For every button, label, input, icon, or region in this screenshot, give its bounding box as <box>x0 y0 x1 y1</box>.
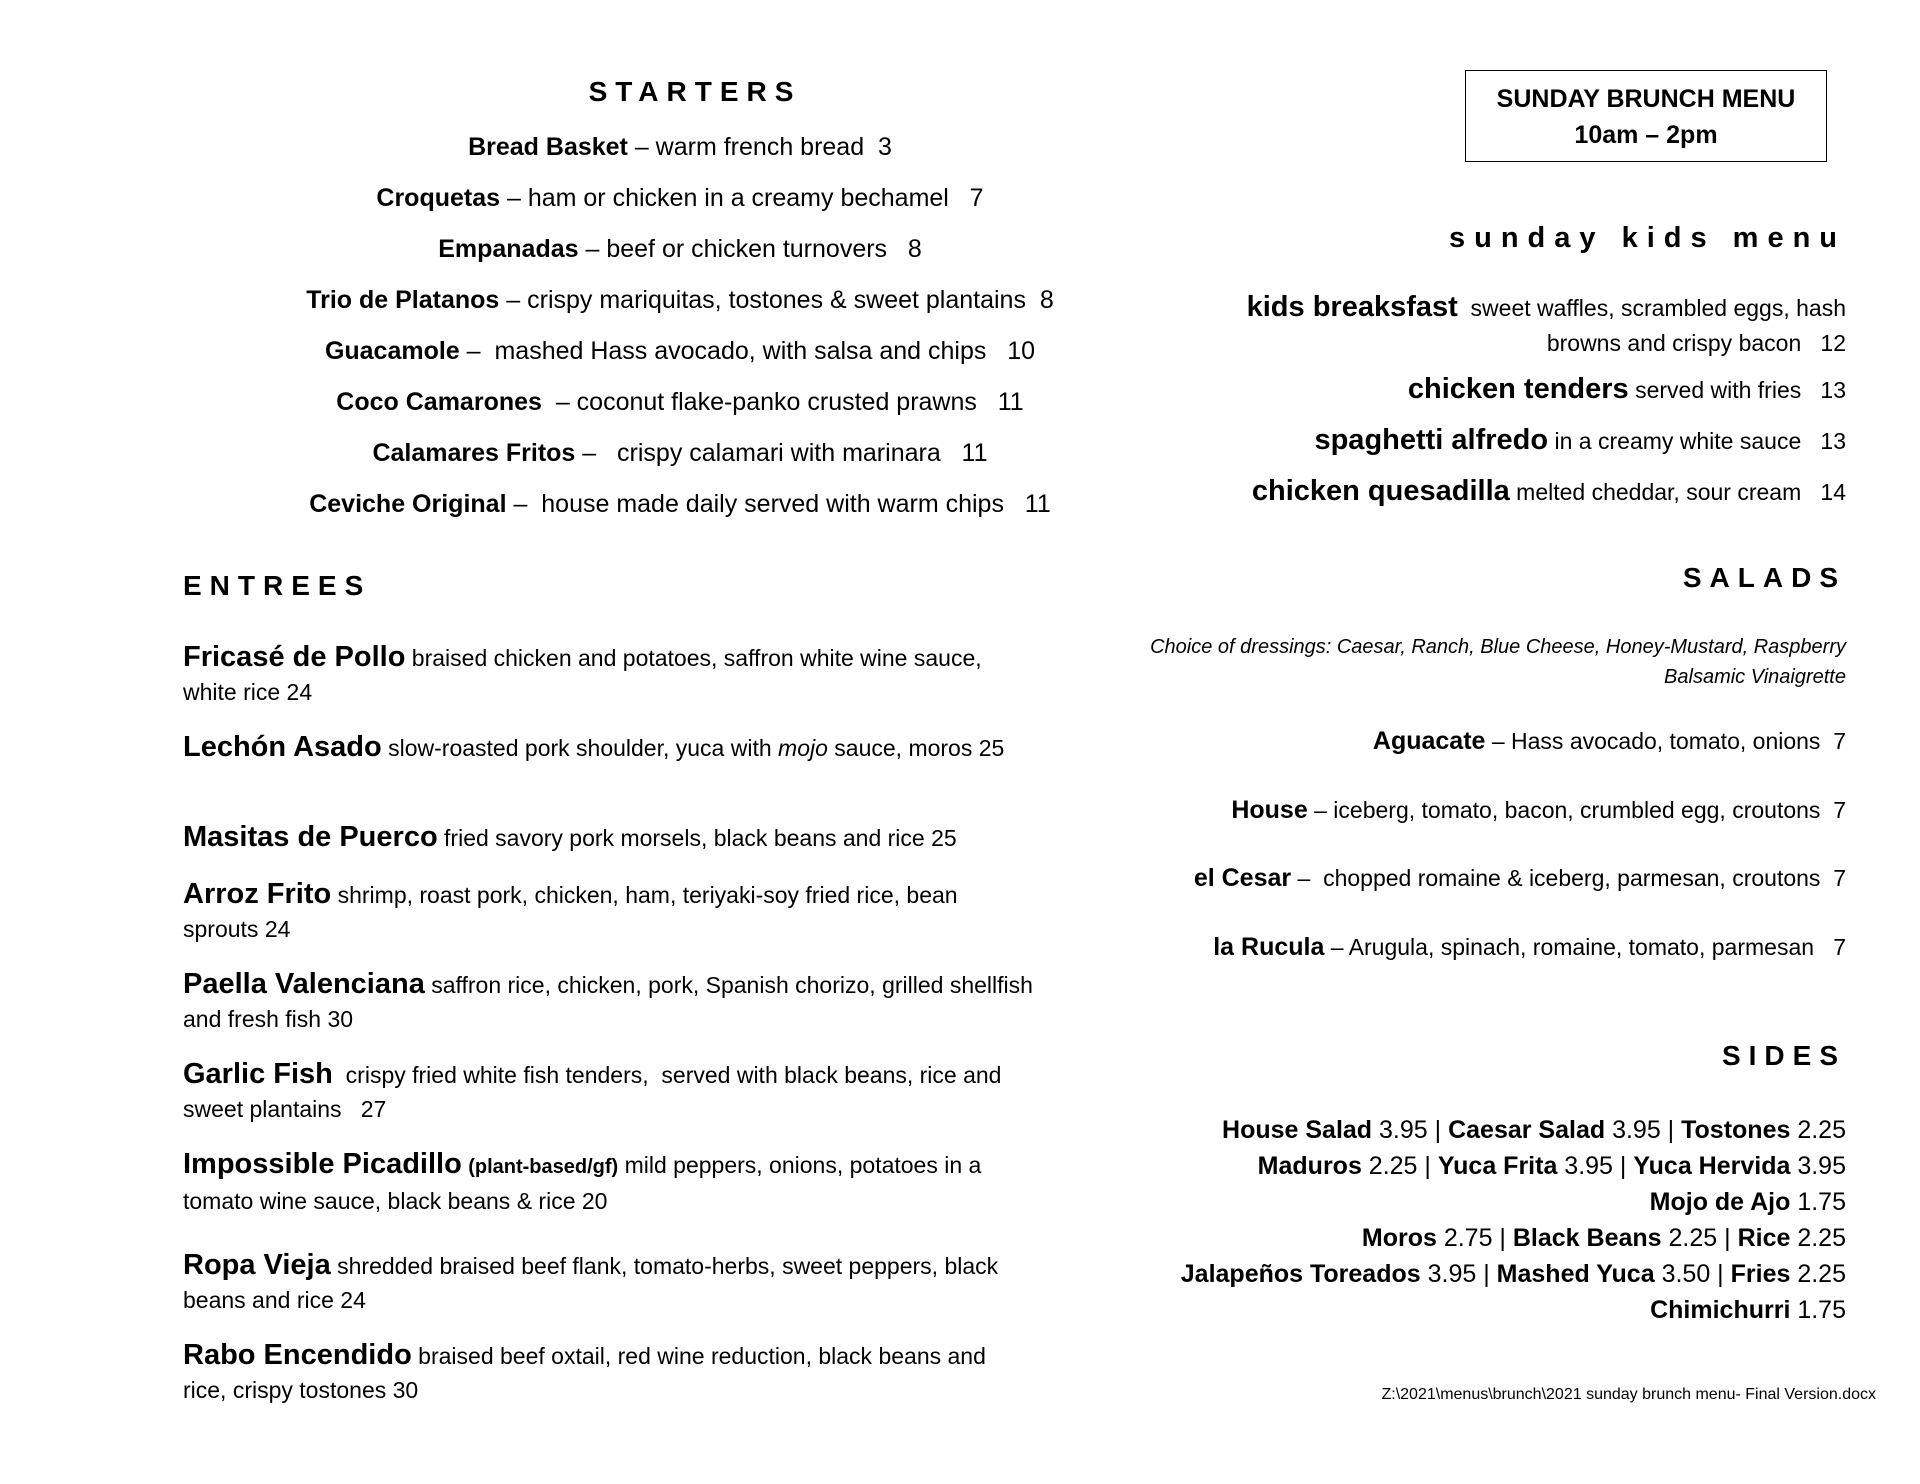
sides-line <box>946 1112 1846 1148</box>
kids-item <box>1046 372 1846 408</box>
side-name: Tostones <box>1681 1116 1791 1144</box>
side-name: Yuca Frita <box>1437 1152 1558 1180</box>
item-name: Guacamole <box>324 337 460 365</box>
salads-heading: SALADS <box>1682 562 1846 593</box>
item-desc: shredded braised beef flank, tomato-herbs, sweet peppers, black beans and rice 24 <box>183 1253 999 1313</box>
starter-item <box>180 490 1180 519</box>
entree-item <box>183 967 1033 1036</box>
side-price: 3.95 | <box>1605 1116 1682 1144</box>
sides-line <box>946 1292 1846 1328</box>
item-desc: – warm french bread 3 <box>627 133 892 161</box>
starters-heading: STARTERS <box>588 76 802 107</box>
entree-item <box>183 640 1033 709</box>
side-name: Maduros <box>1257 1152 1362 1180</box>
item-name: Coco Camarones <box>336 388 542 416</box>
item-desc: – chopped romaine & iceberg, parmesan, croutons 7 <box>1291 865 1846 891</box>
side-price: 2.25 | <box>1361 1152 1438 1180</box>
item-name: Ropa Vieja <box>183 1249 331 1281</box>
item-desc: – iceberg, tomato, bacon, crumbled egg, croutons 7 <box>1307 797 1846 823</box>
dressing-choices: Choice of dressings: Caesar, Ranch, Blue Cheese, Honey-Mustard, Raspberry Balsamic Vinaigrette <box>1150 636 1846 688</box>
starter-item <box>180 235 1180 264</box>
item-name: Arroz Frito <box>183 878 332 910</box>
side-price: 2.25 <box>1790 1224 1846 1252</box>
item-desc: – Arugula, spinach, romaine, tomato, parmesan 7 <box>1324 934 1846 960</box>
starter-item <box>180 388 1180 417</box>
entree-item <box>183 1338 1033 1407</box>
kids-item <box>1046 474 1846 510</box>
side-price: 3.95 | <box>1420 1260 1497 1288</box>
kids-item <box>1046 423 1846 459</box>
item-name: chicken tenders <box>1407 373 1629 405</box>
item-name: Garlic Fish <box>183 1058 333 1090</box>
side-price: 2.25 | <box>1661 1224 1738 1252</box>
starter-item <box>180 337 1180 366</box>
item-tag: (plant-based/gf) <box>468 1156 619 1178</box>
item-desc: braised beef oxtail, red wine reduction, black beans and rice, crispy tostones 30 <box>183 1343 986 1403</box>
item-desc: braised chicken and potatoes, saffron white wine sauce, white rice 24 <box>183 645 982 705</box>
item-desc: – ham or chicken in a creamy bechamel 7 <box>500 184 984 212</box>
salad-item <box>946 796 1846 825</box>
item-desc: – mashed Hass avocado, with salsa and chips 10 <box>459 337 1036 365</box>
entree-item <box>183 1248 1033 1317</box>
item-desc: slow-roasted pork shoulder, yuca with <box>381 735 779 761</box>
starter-item <box>180 439 1180 468</box>
item-desc: crispy fried white fish tenders, served with black beans, rice and sweet plantains 27 <box>183 1062 1008 1122</box>
salad-item <box>946 933 1846 962</box>
item-name: chicken quesadilla <box>1251 475 1510 507</box>
side-name: Black Beans <box>1512 1224 1662 1252</box>
item-desc: saffron rice, chicken, pork, Spanish chorizo, grilled shellfish and fresh fish 30 <box>183 972 1033 1032</box>
side-price: 2.25 <box>1790 1116 1846 1144</box>
side-name: Rice <box>1737 1224 1791 1252</box>
entree-item <box>183 1147 1033 1218</box>
item-desc: – house made daily served with warm chips 11 <box>506 490 1051 518</box>
side-price: 1.75 <box>1790 1296 1846 1324</box>
item-name: kids breaksfast <box>1246 291 1458 323</box>
item-name: la Rucula <box>1213 933 1325 961</box>
entree-item <box>183 820 1033 855</box>
sides-list <box>946 1112 1846 1328</box>
side-name: Jalapeños Toreados <box>1180 1260 1421 1288</box>
side-name: Chimichurri <box>1650 1296 1791 1324</box>
side-price: 3.95 <box>1790 1152 1846 1180</box>
item-name: House <box>1231 796 1308 824</box>
item-name: Lechón Asado <box>183 731 382 763</box>
side-name: Mojo de Ajo <box>1649 1188 1791 1216</box>
brunch-hours-box <box>1465 70 1827 162</box>
starter-item <box>180 286 1180 315</box>
sides-line <box>946 1148 1846 1184</box>
side-price: 2.75 | <box>1436 1224 1513 1252</box>
item-name: Fricasé de Pollo <box>183 641 406 673</box>
item-name: Bread Basket <box>468 133 628 161</box>
brunch-title: SUNDAY BRUNCH MENU <box>1496 85 1796 113</box>
item-name: Croquetas <box>376 184 501 212</box>
entree-item <box>183 877 1033 946</box>
sides-line <box>946 1220 1846 1256</box>
item-desc: mild peppers, onions, potatoes in a tomato wine sauce, black beans & rice 20 <box>183 1152 982 1214</box>
item-name: Paella Valenciana <box>183 968 425 1000</box>
side-name: Yuca Hervida <box>1633 1152 1791 1180</box>
item-desc: sweet waffles, scrambled eggs, hash browns and crispy bacon 12 <box>1457 295 1853 356</box>
item-desc-emphasis: mojo <box>778 735 828 761</box>
item-desc: melted cheddar, sour cream 14 <box>1509 479 1846 505</box>
item-desc: – coconut flake-panko crusted prawns 11 <box>541 388 1024 416</box>
sides-heading: SIDES <box>1721 1040 1846 1071</box>
file-path-footer: Z:\2021\menus\brunch\2021 sunday brunch menu- Final Version.docx <box>1381 1386 1876 1403</box>
sides-line <box>946 1256 1846 1292</box>
side-name: Caesar Salad <box>1448 1116 1606 1144</box>
item-name: spaghetti alfredo <box>1314 424 1549 456</box>
item-name: Ceviche Original <box>309 490 507 518</box>
side-name: Mashed Yuca <box>1496 1260 1655 1288</box>
side-name: House Salad <box>1222 1116 1373 1144</box>
item-name: Trio de Platanos <box>306 286 500 314</box>
item-name: Impossible Picadillo <box>183 1148 462 1180</box>
side-price: 2.25 <box>1790 1260 1846 1288</box>
salad-item <box>946 727 1846 756</box>
item-desc: fried savory pork morsels, black beans and rice 25 <box>437 825 957 851</box>
item-desc: – crispy mariquitas, tostones & sweet plantains 8 <box>499 286 1054 314</box>
entree-item <box>183 730 1033 765</box>
starter-item <box>180 184 1180 213</box>
brunch-hours: 10am – 2pm <box>1574 121 1718 149</box>
item-name: Masitas de Puerco <box>183 821 438 853</box>
side-price: 3.50 | <box>1654 1260 1731 1288</box>
sides-line <box>946 1184 1846 1220</box>
item-name: Calamares Fritos <box>372 439 576 467</box>
kids-item <box>1226 290 1853 361</box>
item-name: el Cesar <box>1193 864 1292 892</box>
entrees-heading: ENTREES <box>183 570 372 601</box>
item-desc: – Hass avocado, tomato, onions 7 <box>1485 728 1846 754</box>
kids-menu-heading: sunday kids menu <box>1448 222 1846 254</box>
item-name: Aguacate <box>1372 727 1486 755</box>
starter-item <box>180 133 1180 162</box>
item-desc: – beef or chicken turnovers 8 <box>578 235 922 263</box>
item-desc: served with fries 13 <box>1628 377 1846 403</box>
item-desc: sauce, moros 25 <box>827 735 1005 761</box>
item-desc: in a creamy white sauce 13 <box>1548 428 1846 454</box>
side-price: 3.95 | <box>1372 1116 1449 1144</box>
item-name: Rabo Encendido <box>183 1339 412 1371</box>
item-desc: shrimp, roast pork, chicken, ham, teriyaki-soy fried rice, bean sprouts 24 <box>183 882 958 942</box>
side-price: 1.75 <box>1790 1188 1846 1216</box>
entree-item <box>183 1057 1033 1126</box>
item-name: Empanadas <box>438 235 579 263</box>
side-name: Fries <box>1730 1260 1791 1288</box>
side-name: Moros <box>1361 1224 1437 1252</box>
side-price: 3.95 | <box>1557 1152 1634 1180</box>
salad-item <box>946 864 1846 893</box>
item-desc: – crispy calamari with marinara 11 <box>575 439 988 467</box>
